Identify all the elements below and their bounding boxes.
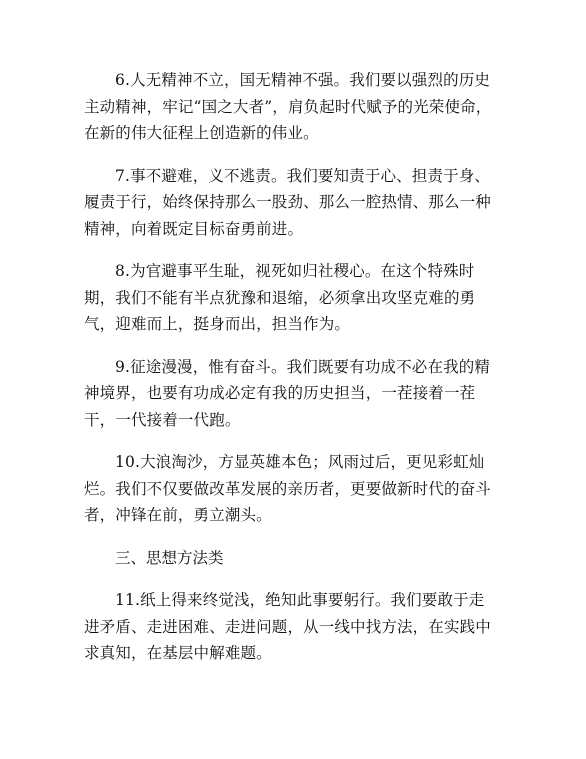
paragraph-6: 6.人无精神不立，国无精神不强。我们要以强烈的历史主动精神，牢记“国之大者”，肩负起时代赋予的光荣使命，在新的伟大征程上创造新的伟业。 [84,71,492,142]
paragraph-10: 10.大浪淘沙，方显英雄本色；风雨过后，更见彩虹灿烂。我们不仅要做改革发展的亲历者，更要做新时代的奋斗者，冲锋在前，勇立潮头。 [84,453,491,524]
paragraph-11: 11.纸上得来终觉浅，绝知此事要躬行。我们要敢于走进矛盾、走进困难、走进问题，从一线中找方法，在实践中求真知，在基层中解难题。 [84,591,491,662]
document-page [84,67,498,683]
section-heading: 三、思想方法类 [115,548,224,567]
paragraph-9: 9.征途漫漫，惟有奋斗。我们既要有功成不必在我的精神境界，也要有功成必定有我的历史担当，一茬接着一茬干，一代接着一代跑。 [84,357,491,429]
paragraph-7: 7.事不避难，义不逃责。我们要知责于心、担责于身、履责于行，始终保持那么一股劲、那么一腔热情、那么一种精神，向着既定目标奋勇前进。 [84,166,491,238]
paragraph-8: 8.为官避事平生耻，视死如归社稷心。在这个特殊时期，我们不能有半点犹豫和退缩，必须拿出攻坚克难的勇气，迎难而上，挺身而出，担当作为。 [84,262,476,333]
